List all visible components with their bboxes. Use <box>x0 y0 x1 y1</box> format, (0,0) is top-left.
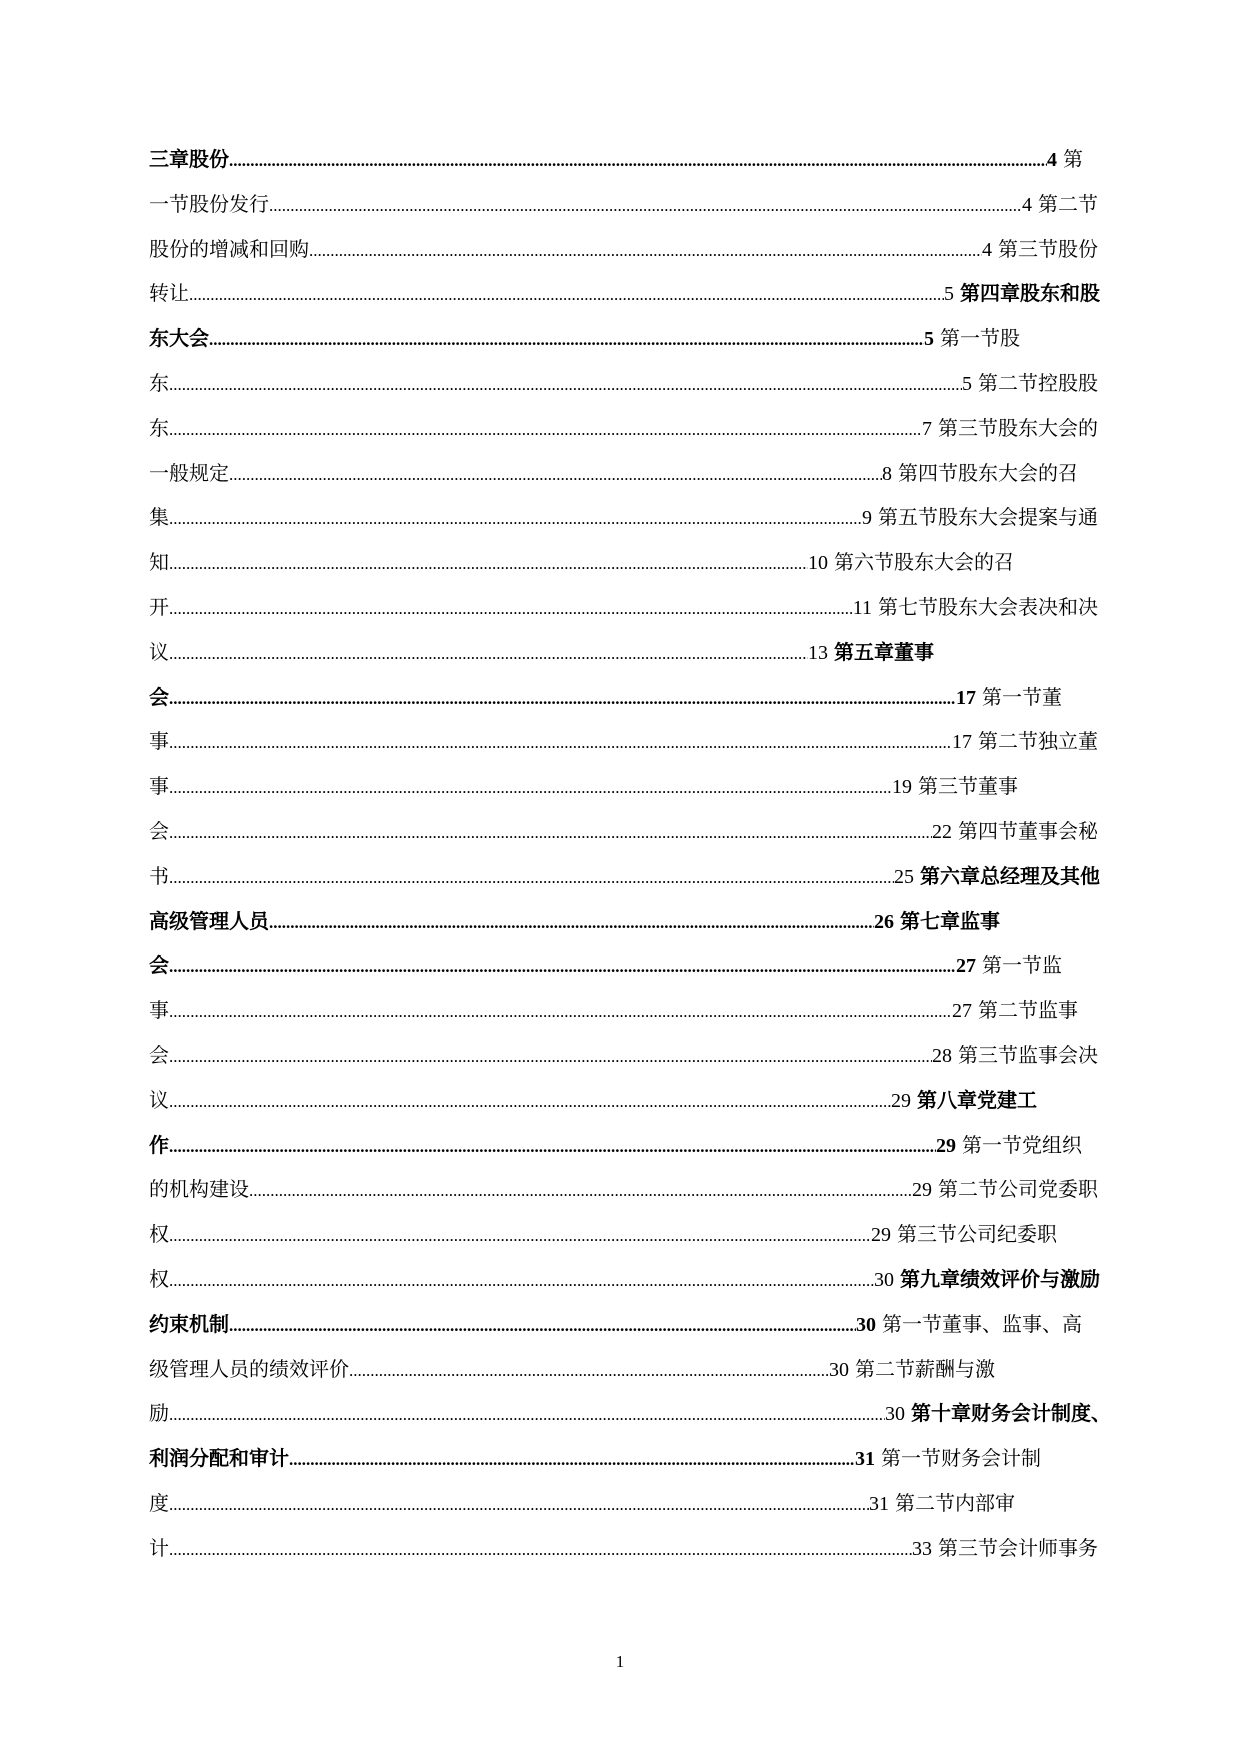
toc-page-number: 4 <box>982 238 992 261</box>
toc-entry-title: 议 <box>149 1089 169 1112</box>
dot-leader <box>169 1393 885 1437</box>
dot-leader <box>169 990 952 1034</box>
dot-leader <box>169 1214 871 1258</box>
toc-line <box>149 452 1078 497</box>
dot-leader <box>309 229 982 273</box>
toc-page-number: 29 <box>912 1179 932 1202</box>
toc-entry-title: 一般规定 <box>149 462 229 485</box>
toc-line <box>149 1348 995 1393</box>
toc-line <box>149 855 1100 900</box>
toc-line <box>149 1213 1057 1258</box>
toc-line <box>149 407 1098 452</box>
toc-next-entry-start: 第三节监事会决 <box>958 1044 1098 1067</box>
toc-line <box>149 720 1098 765</box>
toc-next-entry-start: 第四节董事会秘 <box>958 820 1098 843</box>
dot-leader <box>229 139 1047 183</box>
toc-line <box>149 1527 1098 1572</box>
toc-page-number: 31 <box>869 1492 889 1515</box>
toc-page-number: 33 <box>912 1537 932 1560</box>
toc-page-number: 28 <box>932 1044 952 1067</box>
dot-leader <box>169 1080 891 1124</box>
page-number: 1 <box>615 1652 625 1671</box>
toc-line <box>149 944 1062 989</box>
toc-line <box>149 1034 1098 1079</box>
toc-page-number: 25 <box>894 865 914 888</box>
dot-leader <box>169 363 962 407</box>
toc-next-entry-start: 第四章股东和股 <box>960 283 1100 306</box>
toc-entry-title: 一节股份发行 <box>149 193 269 216</box>
dot-leader <box>169 1035 932 1079</box>
dot-leader <box>169 1528 912 1572</box>
toc-page-number: 30 <box>885 1403 905 1426</box>
toc-page-number: 27 <box>952 1000 972 1023</box>
dot-leader <box>209 318 924 362</box>
toc-entry-title: 度 <box>149 1492 169 1515</box>
toc-line <box>149 183 1098 228</box>
toc-entry-title: 利润分配和审计 <box>149 1448 289 1471</box>
toc-next-entry-start: 第四节股东大会的召 <box>898 462 1078 485</box>
dot-leader <box>169 632 808 676</box>
dot-leader <box>269 184 1022 228</box>
dot-leader <box>169 766 892 810</box>
toc-next-entry-start: 第三节会计师事务 <box>938 1537 1098 1560</box>
toc-next-entry-start: 第六章总经理及其他 <box>920 865 1100 888</box>
toc-next-entry-start: 第三节董事 <box>918 776 1018 799</box>
toc-entry-title: 开 <box>149 596 169 619</box>
toc-line <box>149 1482 1015 1527</box>
toc-next-entry-start: 第五节股东大会提案与通 <box>878 507 1098 530</box>
dot-leader <box>169 856 894 900</box>
dot-leader <box>229 453 882 497</box>
toc-next-entry-start: 第二节控股股 <box>978 372 1098 395</box>
toc-next-entry-start: 第一节董 <box>982 686 1062 709</box>
toc-page-number: 27 <box>956 955 976 978</box>
toc-page-number: 29 <box>936 1134 956 1157</box>
dot-leader <box>169 721 952 765</box>
dot-leader <box>169 1125 936 1169</box>
toc-line <box>149 631 934 676</box>
dot-leader <box>349 1349 829 1393</box>
toc-page-number: 5 <box>962 372 972 395</box>
toc-next-entry-start: 第十章财务会计制度、 <box>911 1403 1111 1426</box>
toc-next-entry-start: 第五章董事 <box>834 641 934 664</box>
dot-leader <box>169 811 932 855</box>
toc-page-number: 9 <box>862 507 872 530</box>
toc-line <box>149 989 1078 1034</box>
dot-leader <box>169 1259 874 1303</box>
toc-entry-title: 级管理人员的绩效评价 <box>149 1358 349 1381</box>
toc-line <box>149 541 1014 586</box>
dot-leader <box>169 542 808 586</box>
dot-leader <box>289 1438 855 1482</box>
toc-entry-title: 会 <box>149 1044 169 1067</box>
toc-entry-title: 议 <box>149 641 169 664</box>
toc-line <box>149 228 1098 273</box>
toc-entry-title: 事 <box>149 731 169 754</box>
toc-next-entry-start: 第一节监 <box>982 955 1062 978</box>
dot-leader <box>269 901 874 945</box>
dot-leader <box>249 1169 912 1213</box>
toc-entry-title: 的机构建设 <box>149 1179 249 1202</box>
toc-line <box>149 810 1098 855</box>
toc-page-number: 17 <box>952 731 972 754</box>
toc-page-number: 29 <box>871 1224 891 1247</box>
toc-line <box>149 362 1098 407</box>
toc-next-entry-start: 第二节公司党委职 <box>938 1179 1098 1202</box>
toc-next-entry-start: 第九章绩效评价与激励 <box>900 1268 1100 1291</box>
toc-next-entry-start: 第二节监事 <box>978 1000 1078 1023</box>
toc-entry-title: 约束机制 <box>149 1313 229 1336</box>
toc-next-entry-start: 第六节股东大会的召 <box>834 552 1014 575</box>
dot-leader <box>169 677 956 721</box>
toc-next-entry-start: 第 <box>1063 149 1083 171</box>
toc-entry-title: 转让 <box>149 283 189 306</box>
toc-line <box>149 1392 1111 1437</box>
dot-leader <box>169 587 853 631</box>
toc-line <box>149 900 1000 945</box>
toc-page-number: 5 <box>924 328 934 351</box>
toc-entry-title: 会 <box>149 820 169 843</box>
toc-page-number: 7 <box>922 417 932 440</box>
toc-line <box>149 1258 1100 1303</box>
toc-next-entry-start: 第七节股东大会表决和决 <box>878 596 1098 619</box>
toc-line <box>149 496 1098 541</box>
toc-next-entry-start: 第一节财务会计制 <box>881 1448 1041 1471</box>
toc-next-entry-start: 第八章党建工 <box>917 1089 1037 1112</box>
toc-line <box>149 1079 1037 1124</box>
dot-leader <box>169 497 862 541</box>
toc-next-entry-start: 第二节内部审 <box>895 1492 1015 1515</box>
toc-page-number: 30 <box>856 1313 876 1336</box>
toc-page-number: 11 <box>852 596 872 619</box>
toc-next-entry-start: 第二节 <box>1038 193 1098 216</box>
toc-entry-title: 会 <box>149 686 169 709</box>
toc-next-entry-start: 第一节股 <box>940 328 1020 351</box>
toc-line <box>149 272 1100 317</box>
toc-entry-title: 励 <box>149 1403 169 1426</box>
toc-entry-title: 集 <box>149 507 169 530</box>
toc-entry-title: 股份的增减和回购 <box>149 238 309 261</box>
table-of-contents <box>149 138 1129 1572</box>
toc-page-number: 17 <box>956 686 976 709</box>
toc-entry-title: 高级管理人员 <box>149 910 269 933</box>
dot-leader <box>169 408 922 452</box>
toc-entry-title: 知 <box>149 552 169 575</box>
toc-line <box>149 1303 1082 1348</box>
toc-line <box>149 586 1098 631</box>
toc-page-number: 30 <box>874 1268 894 1291</box>
dot-leader <box>189 273 944 317</box>
toc-line <box>149 1168 1098 1213</box>
toc-page-number: 5 <box>944 283 954 306</box>
toc-next-entry-start: 第三节股东大会的 <box>938 417 1098 440</box>
toc-page-number: 26 <box>874 910 894 933</box>
toc-page-number: 8 <box>882 462 892 485</box>
toc-page-number: 22 <box>932 820 952 843</box>
toc-next-entry-start: 第一节董事、监事、高 <box>882 1313 1082 1336</box>
toc-line <box>149 765 1018 810</box>
toc-entry-title: 权 <box>149 1224 169 1247</box>
toc-line <box>149 1124 1082 1169</box>
toc-page-number: 19 <box>892 776 912 799</box>
toc-entry-title: 会 <box>149 955 169 978</box>
toc-line <box>149 317 1020 362</box>
dot-leader <box>229 1304 856 1348</box>
toc-line <box>149 138 1083 183</box>
toc-entry-title: 三章股份 <box>149 149 229 171</box>
toc-entry-title: 东 <box>149 372 169 395</box>
toc-next-entry-start: 第七章监事 <box>900 910 1000 933</box>
toc-next-entry-start: 第二节独立董 <box>978 731 1098 754</box>
toc-entry-title: 计 <box>149 1537 169 1560</box>
dot-leader <box>169 1483 869 1527</box>
toc-next-entry-start: 第二节薪酬与激 <box>855 1358 995 1381</box>
toc-entry-title: 事 <box>149 1000 169 1023</box>
toc-entry-title: 书 <box>149 865 169 888</box>
toc-entry-title: 东大会 <box>149 328 209 351</box>
toc-page-number: 10 <box>808 552 828 575</box>
toc-next-entry-start: 第一节党组织 <box>962 1134 1082 1157</box>
toc-line <box>149 1437 1041 1482</box>
toc-entry-title: 事 <box>149 776 169 799</box>
toc-entry-title: 权 <box>149 1268 169 1291</box>
dot-leader <box>169 945 956 989</box>
toc-next-entry-start: 第三节股份 <box>998 238 1098 261</box>
toc-entry-title: 作 <box>149 1134 169 1157</box>
toc-page-number: 30 <box>829 1358 849 1381</box>
toc-page-number: 31 <box>855 1448 875 1471</box>
toc-page-number: 29 <box>891 1089 911 1112</box>
toc-next-entry-start: 第三节公司纪委职 <box>897 1224 1057 1247</box>
toc-page-number: 13 <box>808 641 828 664</box>
toc-line <box>149 676 1062 721</box>
toc-page-number: 4 <box>1047 149 1057 171</box>
toc-page-number: 4 <box>1022 193 1032 216</box>
toc-entry-title: 东 <box>149 417 169 440</box>
